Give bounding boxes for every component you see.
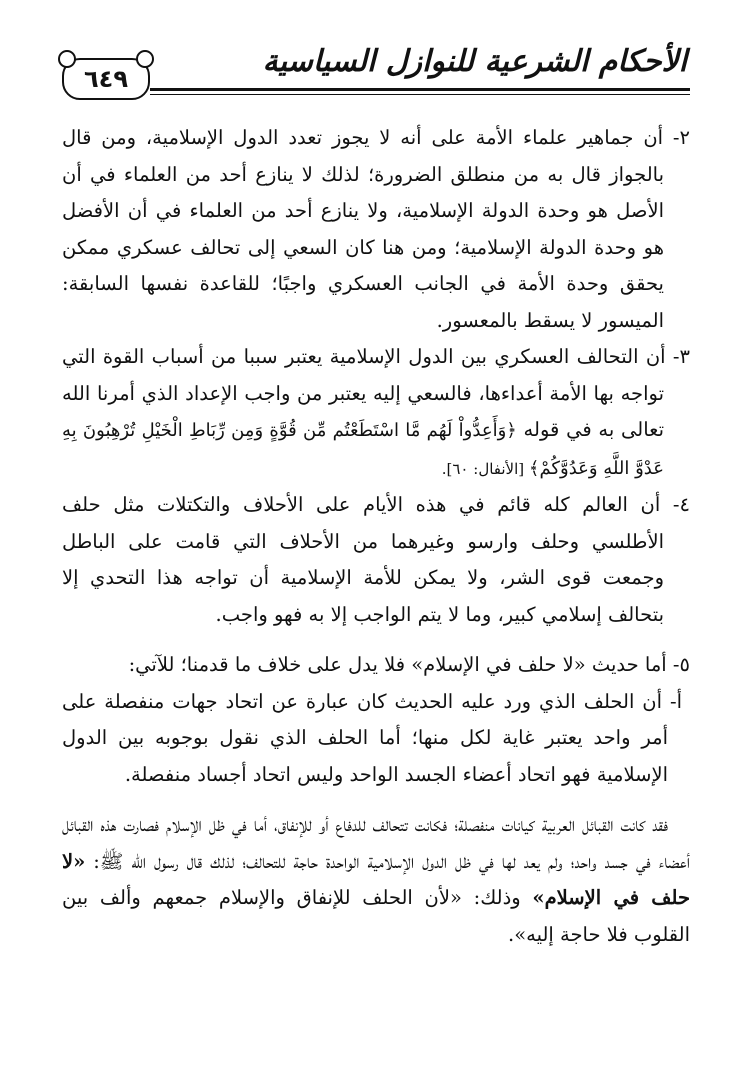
running-title: الأحكام الشرعية للنوازل السياسية	[262, 44, 687, 79]
page-header	[0, 0, 749, 110]
closing-paragraph	[62, 807, 690, 953]
page-body	[62, 120, 690, 953]
point-5a-paragraph: أ- أن الحلف الذي ورد عليه الحديث كان عبارة عن اتحاد جهات منفصلة على أمر واحد يعتبر غاية لكل منها؛ أما الحلف الذي نقول بوجوبه بين الدول الإسلامية فهو اتحاد أعضاء الجسد الواحد وليس اتحاد أجساد منفصلة.	[62, 689, 682, 786]
verse-citation: [الأنفال: ٦٠].	[441, 459, 529, 478]
page-number-badge	[62, 58, 150, 100]
point-3-text: ٣- أن التحالف العسكري بين الدول الإسلامية يعتبر سببا من أسباب القوة التي تواجه بها الأمة أعداءها، فالسعي إليه يعتبر من واجب الإعداد الذي أمرنا الله تعالى به في قوله	[62, 345, 690, 441]
closing-tail: وذلك: «لأن الحلف للإنفاق والإسلام جمعهم وألف بين القلوب فلا حاجة إليه».	[62, 886, 690, 946]
hadith-quote: «لا حلف في الإسلام»	[62, 849, 690, 909]
header-rule-thick	[150, 88, 690, 91]
point-2-paragraph: ٢- أن جماهير علماء الأمة على أنه لا يجوز تعدد الدول الإسلامية، ومن قال بالجواز قال به من منطلق الضرورة؛ لذلك لا ينازع أحد من العلماء في أن الأصل هو وحدة الدولة الإسلامية، ولا ينازع أحد من العلماء في أن الأفضل هو وحدة الدولة الإسلامية؛ ومن هنا كان السعي إلى تحالف عسكري ممكن يحقق وحدة الأمة في الجانب العسكري واجبًا؛ للقاعدة نفسها السابقة: الميسور لا يسقط بالمعسور.	[62, 126, 690, 332]
closing-text: فقد كانت القبائل العربية كيانات منفصلة؛ فكانت تتحالف للدفاع أو للإنفاق، أما في ظل الإسلام فصارت هذه القبائل أعضاء في جسد واحد؛ ولم يعد لها في ظل الدول الإسلامية الواحدة حاجة للتحالف؛ لذلك قال رسول الله ﷺ:	[62, 813, 690, 873]
page-number: ٦٤٩	[84, 65, 128, 93]
header-rule-thin	[150, 94, 690, 95]
quran-verse: ﴿وَأَعِدُّواْ لَهُم مَّا اسْتَطَعْتُم مِّن قُوَّةٍ وَمِن رِّبَاطِ الْخَيْلِ تُرْهِبُونَ بِهِ عَدْوَّ اللَّهِ وَعَدُوَّكُمْ﴾	[62, 420, 664, 479]
point-4-paragraph: ٤- أن العالم كله قائم في هذه الأيام على الأحلاف والتكتلات مثل حلف الأطلسي وحلف وارسو وغيرهما من الأحلاف التي قامت على الباطل وجمعت قوى الشر، ولا يمكن للأمة الإسلامية أن تواجه هذا التحدي إلا بتحالف إسلامي كبير، وما لا يتم الواجب إلا به فهو واجب.	[62, 493, 690, 626]
point-5-paragraph: ٥- أما حديث «لا حلف في الإسلام» فلا يدل على خلاف ما قدمنا؛ للآتي:	[128, 653, 690, 676]
point-3-paragraph	[62, 339, 690, 487]
